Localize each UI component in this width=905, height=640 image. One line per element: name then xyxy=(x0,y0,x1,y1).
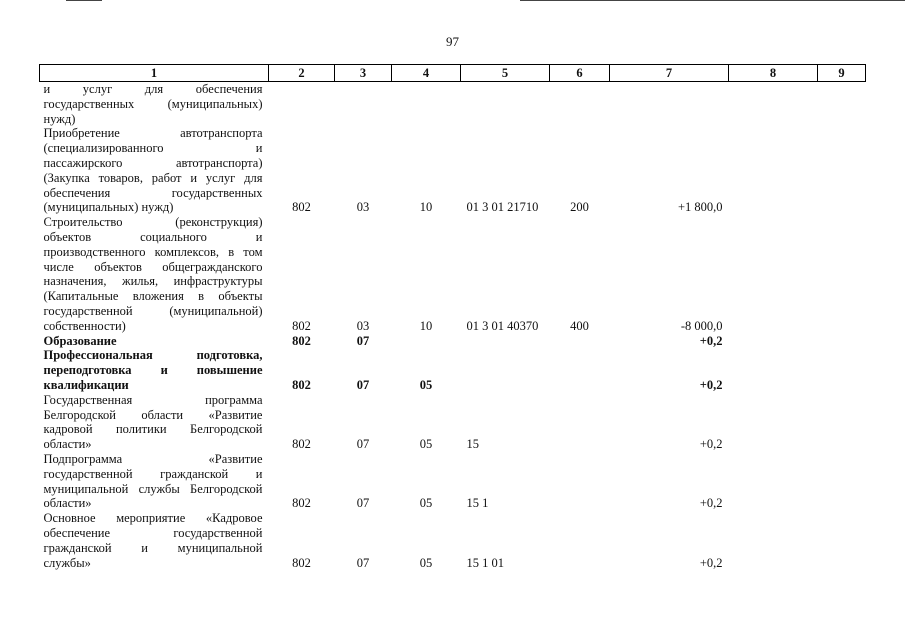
row-description xyxy=(40,126,269,215)
row-description xyxy=(40,393,269,452)
column-header: 6 xyxy=(550,65,610,82)
budget-table xyxy=(39,64,866,570)
description-line: обеспечения государственных xyxy=(43,185,263,200)
description-line: числе объектов общегражданского xyxy=(43,259,263,274)
description-line: кадровой политики Белгородской xyxy=(43,422,263,437)
column-header: 9 xyxy=(818,65,866,82)
subsection-code xyxy=(392,334,461,349)
description-line: переподготовка и повышение xyxy=(43,363,263,378)
description-line: Профессиональная подготовка, xyxy=(43,348,263,363)
table-row xyxy=(40,334,866,349)
description-line: гражданской и муниципальной xyxy=(43,540,263,555)
description-line: объектов социального и xyxy=(43,229,263,244)
gl-code: 802 xyxy=(292,496,311,511)
subsection-code: 10 xyxy=(419,200,433,215)
col-8 xyxy=(729,452,818,511)
section-code: 07 xyxy=(356,377,370,392)
table-row xyxy=(40,393,866,452)
section-code: 03 xyxy=(356,200,370,215)
description-line: (Капитальные вложения в объекты xyxy=(43,289,263,304)
col-9 xyxy=(818,215,866,333)
expense-type xyxy=(550,511,610,570)
target-article: 01 3 01 40370 xyxy=(466,318,539,333)
column-header: 8 xyxy=(729,65,818,82)
row-description xyxy=(40,452,269,511)
section-code: 03 xyxy=(356,318,370,333)
description-line: муниципальной службы Белгородской xyxy=(43,481,263,496)
gl-code xyxy=(269,82,335,127)
expense-type xyxy=(550,348,610,392)
amount xyxy=(610,82,729,127)
table-row xyxy=(40,511,866,570)
description-line: Образование xyxy=(43,333,117,348)
column-header: 5 xyxy=(461,65,550,82)
header-row xyxy=(40,65,866,82)
description-line: назначения, жилья, инфраструктуры xyxy=(43,274,263,289)
col-9 xyxy=(818,82,866,127)
subsection-code: 05 xyxy=(419,496,433,511)
expense-type xyxy=(550,334,610,349)
target-article: 15 xyxy=(466,437,479,452)
target-article: 15 1 xyxy=(466,496,489,511)
description-line: квалификации xyxy=(43,377,129,392)
col-8 xyxy=(729,82,818,127)
subsection-code: 10 xyxy=(419,318,433,333)
col-8 xyxy=(729,511,818,570)
subsection-code: 05 xyxy=(419,377,433,392)
amount: +0,2 xyxy=(699,496,723,511)
description-line: службы» xyxy=(43,555,91,570)
col-9 xyxy=(818,334,866,349)
table-row xyxy=(40,82,866,127)
section-code: 07 xyxy=(356,555,370,570)
column-header: 1 xyxy=(40,65,269,82)
column-header: 3 xyxy=(335,65,392,82)
gl-code: 802 xyxy=(292,437,311,452)
column-header: 7 xyxy=(610,65,729,82)
section-code: 07 xyxy=(356,333,370,348)
description-line: и услуг для обеспечения xyxy=(43,82,263,96)
col-8 xyxy=(729,393,818,452)
gl-code: 802 xyxy=(292,318,311,333)
row-description xyxy=(40,334,269,349)
description-line: Основное мероприятие «Кадровое xyxy=(43,511,263,526)
description-line: Белгородской области «Развитие xyxy=(43,407,263,422)
subsection-code xyxy=(392,82,461,127)
amount: -8 000,0 xyxy=(680,318,723,333)
description-line: нужд) xyxy=(43,111,76,126)
top-rule-right xyxy=(520,0,905,1)
target-article: 01 3 01 21710 xyxy=(466,200,539,215)
expense-type xyxy=(550,82,610,127)
target-article xyxy=(461,82,550,127)
expense-type xyxy=(550,452,610,511)
row-description xyxy=(40,511,269,570)
col-9 xyxy=(818,511,866,570)
expense-type: 400 xyxy=(570,318,589,333)
gl-code: 802 xyxy=(292,555,311,570)
amount: +0,2 xyxy=(699,333,723,348)
description-line: государственной (муниципальной) xyxy=(43,303,263,318)
target-article xyxy=(461,348,550,392)
col-8 xyxy=(729,334,818,349)
gl-code: 802 xyxy=(292,200,311,215)
amount: +1 800,0 xyxy=(677,200,723,215)
description-line: области» xyxy=(43,496,92,511)
row-description xyxy=(40,82,269,127)
row-description xyxy=(40,348,269,392)
description-line: государственных (муниципальных) xyxy=(43,96,263,111)
description-line: области» xyxy=(43,437,92,452)
section-code: 07 xyxy=(356,437,370,452)
column-header: 2 xyxy=(269,65,335,82)
col-9 xyxy=(818,452,866,511)
row-description xyxy=(40,215,269,333)
column-header: 4 xyxy=(392,65,461,82)
gl-code: 802 xyxy=(292,333,311,348)
col-8 xyxy=(729,348,818,392)
description-line: обеспечение государственной xyxy=(43,525,263,540)
target-article xyxy=(461,334,550,349)
description-line: Приобретение автотранспорта xyxy=(43,126,263,141)
table-row xyxy=(40,126,866,215)
description-line: (муниципальных) нужд) xyxy=(43,200,174,215)
description-line: производственного комплексов, в том xyxy=(43,244,263,259)
description-line: государственной гражданской и xyxy=(43,466,263,481)
gl-code: 802 xyxy=(292,377,311,392)
expense-type: 200 xyxy=(570,200,589,215)
description-line: (Закупка товаров, работ и услуг для xyxy=(43,170,263,185)
amount: +0,2 xyxy=(699,377,723,392)
description-line: Подпрограмма «Развитие xyxy=(43,451,263,466)
description-line: Строительство (реконструкция) xyxy=(43,215,263,230)
col-9 xyxy=(818,393,866,452)
table-row xyxy=(40,215,866,333)
section-code: 07 xyxy=(356,496,370,511)
table-row xyxy=(40,452,866,511)
description-line: Государственная программа xyxy=(43,392,263,407)
col-8 xyxy=(729,215,818,333)
page-number: 97 xyxy=(446,34,459,49)
description-line: (специализированного и xyxy=(43,141,263,156)
subsection-code: 05 xyxy=(419,437,433,452)
amount: +0,2 xyxy=(699,437,723,452)
description-line: собственности) xyxy=(43,318,126,333)
section-code xyxy=(335,82,392,127)
subsection-code: 05 xyxy=(419,555,433,570)
expense-type xyxy=(550,393,610,452)
col-9 xyxy=(818,348,866,392)
col-9 xyxy=(818,126,866,215)
col-8 xyxy=(729,126,818,215)
description-line: пассажирского автотранспорта) xyxy=(43,155,263,170)
target-article: 15 1 01 xyxy=(466,555,504,570)
amount: +0,2 xyxy=(699,555,723,570)
table-row xyxy=(40,348,866,392)
top-rule-left xyxy=(66,0,102,1)
